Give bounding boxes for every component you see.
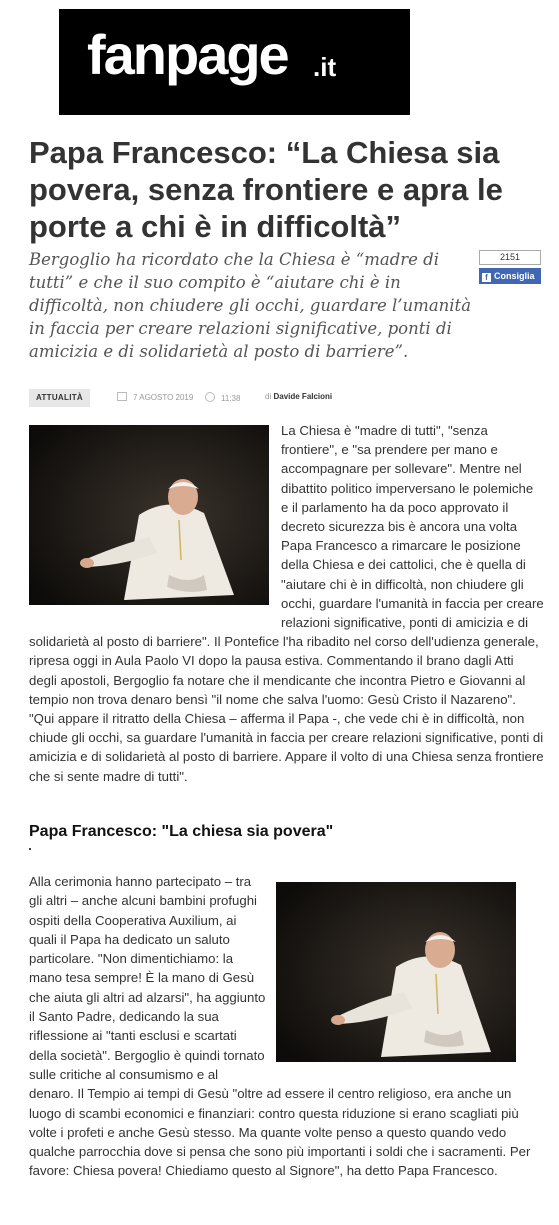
author-prefix: di bbox=[265, 392, 272, 401]
like-button[interactable] bbox=[479, 268, 541, 284]
time-text: 11:38 bbox=[221, 394, 241, 403]
article-date bbox=[117, 392, 193, 402]
author-name[interactable]: Davide Falcioni bbox=[273, 392, 333, 401]
divider-dot bbox=[29, 848, 31, 850]
article-paragraph-2 bbox=[29, 872, 544, 1181]
category-tag[interactable]: ATTUALITÀ bbox=[29, 389, 90, 407]
date-text: 7 AGOSTO 2019 bbox=[133, 393, 194, 402]
section-heading: Papa Francesco: "La chiesa sia povera" bbox=[29, 823, 334, 840]
calendar-icon bbox=[117, 392, 127, 401]
clock-icon bbox=[205, 392, 215, 402]
article-paragraph-1 bbox=[29, 421, 544, 786]
image-float-spacer bbox=[29, 421, 281, 627]
facebook-like-widget bbox=[479, 250, 541, 284]
logo-wordmark: fanpage bbox=[87, 23, 288, 86]
article-time bbox=[205, 392, 240, 403]
article-subtitle: Bergoglio ha ricordato che la Chiesa è “madre di tutti” e che il suo compito è “aiutare chi è in difficoltà, non chiudere gli occhi, guardare l’umanità in faccia per creare relazioni significative, ponti di amicizia e di solidarietà al posto di barriere”. bbox=[29, 250, 472, 361]
site-logo[interactable] bbox=[59, 9, 410, 115]
like-count: 2151 bbox=[479, 250, 541, 265]
paragraph-1-text: La Chiesa è "madre di tutti", "senza frontiere", e "sa prendere per mano e accompagnare per sollevare". Mentre nel dibattito politico imperversano le polemiche e il parlamento ha da poco approvato il decreto sicurezza bis è ancora una volta Papa Francesco a rimarcare le posizione della Chiesa e dei cattolici, che è quella di "aiutare chi è in difficoltà, non chiudere gli occhi, guardare l'umanità in faccia per creare relazioni significative, ponti di amicizia e di solidarietà al posto di barriere". Il Pontefice l'ha ribadito nel corso dell'udienza generale, ripresa oggi in Aula Paolo VI dopo la pausa estiva. Commentando il brano dagli Atti degli apostoli, Bergoglio fa notare che il mendicante che incontra Pietro e Giovanni al tempio non trova denaro bensì "il nome che salva l'uomo: Gesù Cristo il Nazareno". "Qui appare il ritratto della Chiesa – afferma il Papa -, che vede chi è in difficoltà, non chiude gli occhi, sa guardare l'umanità in faccia per creare relazioni significative, ponti di amicizia e di solidarietà al posto di barriere. Appare il volto di una Chiesa senza frontiere che si sente madre di tutti". bbox=[29, 423, 544, 784]
article-title: Papa Francesco: “La Chiesa sia povera, senza frontiere e apra le porte a chi è in difficoltà” bbox=[29, 135, 503, 244]
facebook-icon: f bbox=[482, 273, 491, 282]
article-author bbox=[265, 392, 332, 401]
article-meta bbox=[29, 389, 529, 407]
logo-tld: .it bbox=[313, 52, 337, 82]
paragraph-2-text: Alla cerimonia hanno partecipato – tra gli altri – anche alcuni bambini profughi ospiti della Cooperativa Auxilium, ai quali il Papa ha dedicato un saluto particolare. "Non dimentichiamo: la mano tesa sempre! È la mano di Gesù che aiuta gli altri ad alzarsi", ha aggiunto il Santo Padre, dedicando la sua riflessione ai "tanti esclusi e scartati della società". Bergoglio è quindi tornato sulle critiche al consumismo e al denaro. Il Tempio ai tempi di Gesù "oltre ad essere il centro religioso, era anche un luogo di scambi economici e finanziari: contro questa riduzione si erano scagliati più volte i profeti e anche Gesù stesso. Ma quante volte penso a questo quando vedo qualche parrocchia dove si pensa che sono più importanti i soldi che i sacramenti. Per favore: Chiesa povera! Chiediamo questo al Signore", ha detto Papa Francesco. bbox=[29, 874, 531, 1179]
like-button-label: Consiglia bbox=[494, 271, 535, 281]
image-float-spacer-2 bbox=[266, 872, 544, 1068]
